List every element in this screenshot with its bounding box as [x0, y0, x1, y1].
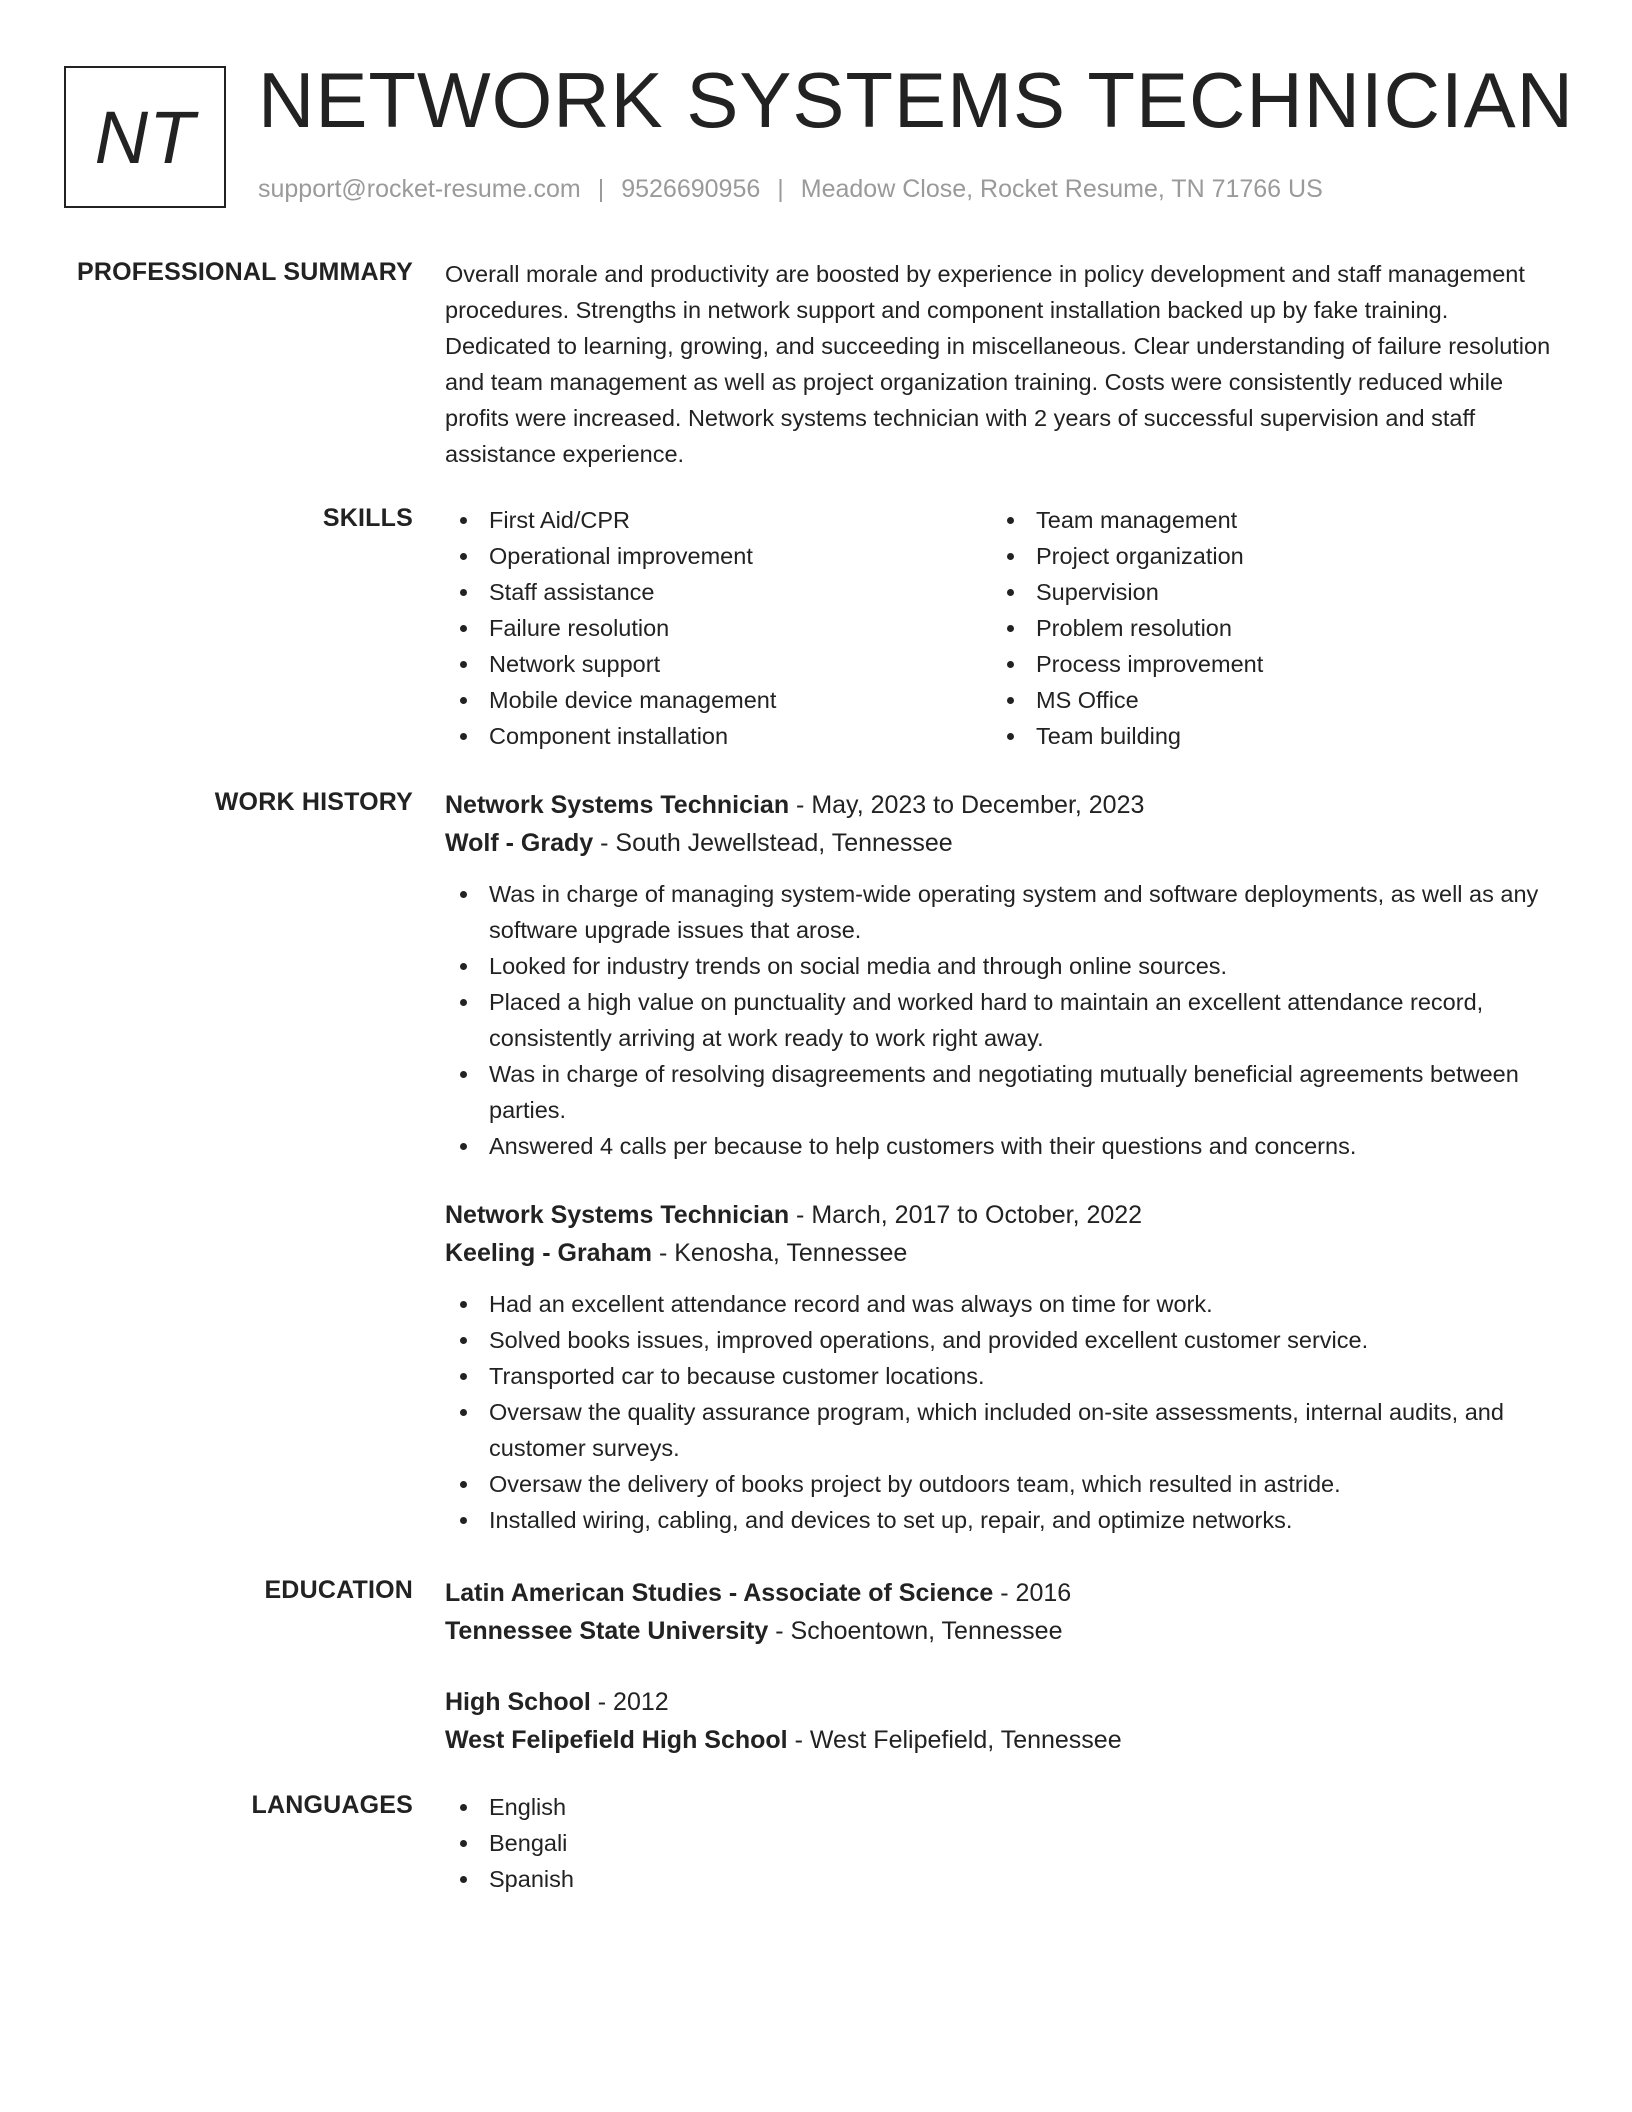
skill-item: Component installation	[445, 718, 992, 754]
skill-item: Supervision	[992, 574, 1539, 610]
skill-item: First Aid/CPR	[445, 502, 992, 538]
job-role: Network Systems Technician	[445, 791, 790, 819]
contact-address: Meadow Close, Rocket Resume, TN 71766 US	[800, 175, 1323, 203]
language-item: Bengali	[445, 1825, 1560, 1861]
monogram-initials: NT	[94, 95, 196, 179]
work-history-heading: WORK HISTORY	[214, 788, 413, 816]
job-entry	[445, 786, 1560, 1164]
skill-item: Mobile device management	[445, 682, 992, 718]
job-duty: Placed a high value on punctuality and worked hard to maintain an excellent attendance record, consistently arriving at work ready to work right away.	[445, 984, 1560, 1056]
skill-item: Process improvement	[992, 646, 1539, 682]
language-item: English	[445, 1789, 1560, 1825]
education-body	[445, 1574, 1560, 1759]
monogram-box	[64, 66, 226, 208]
contact-phone: 9526690956	[621, 175, 761, 203]
job-duty: Answered 4 calls per because to help customers with their questions and concerns.	[445, 1128, 1560, 1164]
job-duty: Was in charge of resolving disagreements and negotiating mutually beneficial agreements between parties.	[445, 1056, 1560, 1128]
languages-list	[445, 1789, 1560, 1897]
job-company-line	[445, 824, 1560, 862]
job-company: Wolf - Grady	[445, 829, 594, 857]
job-role: Network Systems Technician	[445, 1201, 790, 1229]
skill-item: Problem resolution	[992, 610, 1539, 646]
education-degree-line	[445, 1683, 1560, 1721]
skills-list-right	[992, 502, 1539, 754]
job-duty: Had an excellent attendance record and was always on time for work.	[445, 1286, 1560, 1322]
summary-text: Overall morale and productivity are boosted by experience in policy development and staff management procedures. Strengths in network support and component installation backed up by fake training. Dedicated to learning, growing, and succeeding in miscellaneous. Clear understanding of failure resolution and team management as well as project organization training. Costs were consistently reduced while profits were increased. Network systems technician with 2 years of successful supervision and staff assistance experience.	[445, 261, 1551, 467]
education-school: Tennessee State University	[445, 1617, 769, 1645]
work-history-body	[445, 786, 1560, 1538]
education-school-line	[445, 1612, 1560, 1650]
education-year: - 2016	[993, 1579, 1072, 1607]
job-duties-list	[445, 876, 1560, 1164]
languages-body	[445, 1789, 1560, 1897]
language-item: Spanish	[445, 1861, 1560, 1897]
job-dates: - March, 2017 to October, 2022	[789, 1201, 1143, 1229]
job-duty: Was in charge of managing system-wide operating system and software deployments, as well as any software upgrade issues that arose.	[445, 876, 1560, 948]
skills-heading: SKILLS	[322, 504, 413, 532]
languages-heading: LANGUAGES	[251, 1791, 413, 1819]
contact-email: support@rocket-resume.com	[258, 175, 581, 203]
job-duty: Installed wiring, cabling, and devices to set up, repair, and optimize networks.	[445, 1502, 1560, 1538]
job-dates: - May, 2023 to December, 2023	[789, 791, 1145, 819]
job-duty: Oversaw the delivery of books project by outdoors team, which resulted in astride.	[445, 1466, 1560, 1502]
job-location: - South Jewellstead, Tennessee	[593, 829, 953, 857]
job-company-line	[445, 1234, 1560, 1272]
education-school: West Felipefield High School	[445, 1726, 788, 1754]
summary-body	[445, 256, 1560, 472]
skill-item: Team management	[992, 502, 1539, 538]
education-entry	[445, 1574, 1560, 1650]
skill-item: Failure resolution	[445, 610, 992, 646]
job-entry	[445, 1196, 1560, 1538]
resume-name-title: NETWORK SYSTEMS TECHNICIAN	[258, 56, 1575, 144]
job-duty: Looked for industry trends on social media and through online sources.	[445, 948, 1560, 984]
skills-list-left	[445, 502, 992, 754]
job-title-line	[445, 786, 1560, 824]
skill-item: Network support	[445, 646, 992, 682]
skill-item: Staff assistance	[445, 574, 992, 610]
summary-heading: PROFESSIONAL SUMMARY	[77, 258, 413, 286]
job-company: Keeling - Graham	[445, 1239, 652, 1267]
job-duty: Oversaw the quality assurance program, which included on-site assessments, internal audits, and customer surveys.	[445, 1394, 1560, 1466]
education-location: - Schoentown, Tennessee	[768, 1617, 1063, 1645]
skill-item: Operational improvement	[445, 538, 992, 574]
education-degree: Latin American Studies - Associate of Science	[445, 1579, 994, 1607]
job-duty: Transported car to because customer locations.	[445, 1358, 1560, 1394]
contact-separator: |	[777, 175, 784, 203]
job-location: - Kenosha, Tennessee	[652, 1239, 908, 1267]
skill-item: Team building	[992, 718, 1539, 754]
education-entry	[445, 1683, 1560, 1759]
education-heading: EDUCATION	[264, 1576, 413, 1604]
job-title-line	[445, 1196, 1560, 1234]
education-degree-line	[445, 1574, 1560, 1612]
contact-separator: |	[597, 175, 605, 203]
skill-item: Project organization	[992, 538, 1539, 574]
contact-line	[258, 175, 1323, 204]
job-duties-list	[445, 1286, 1560, 1538]
education-year: - 2012	[590, 1688, 669, 1716]
job-duty: Solved books issues, improved operations, and provided excellent customer service.	[445, 1322, 1560, 1358]
education-school-line	[445, 1721, 1560, 1759]
education-location: - West Felipefield, Tennessee	[787, 1726, 1122, 1754]
skill-item: MS Office	[992, 682, 1539, 718]
education-degree: High School	[445, 1688, 591, 1716]
skills-grid	[445, 502, 1560, 754]
